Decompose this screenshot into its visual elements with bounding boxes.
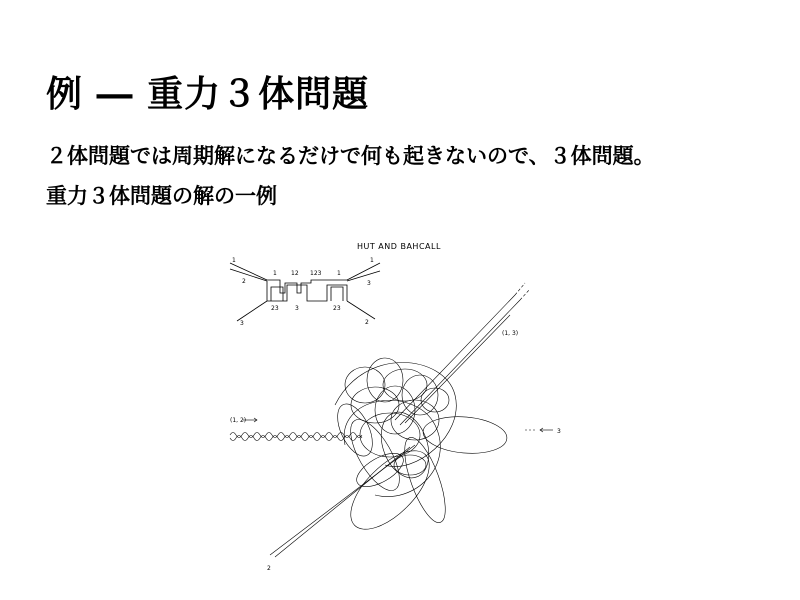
schematic-right-label-1: 1: [370, 257, 374, 264]
three-body-figure: [215, 235, 585, 580]
interaction-schematic: [230, 263, 380, 321]
schematic-right-label-2: 2: [365, 319, 369, 326]
trajectory-label-right: 3: [557, 428, 561, 435]
schematic-bottom-label-3: 3: [295, 305, 299, 312]
schematic-top-label-1b: 1: [337, 270, 341, 277]
trajectory-plot: [230, 283, 553, 557]
schematic-bottom-label-23: 23: [271, 305, 279, 312]
trajectory-label-diag-lower: 2: [267, 565, 271, 572]
schematic-right-label-3: 3: [367, 280, 371, 287]
body-text-line-2: 重力３体問題の解の一例: [46, 183, 277, 208]
schematic-bottom-label-23b: 23: [333, 305, 341, 312]
schematic-top-label-123: 123: [310, 270, 322, 277]
slide-title: 例 ― 重力３体問題: [46, 73, 370, 115]
schematic-top-label-1: 1: [273, 270, 277, 277]
schematic-left-label-1: 1: [232, 257, 236, 264]
body-text-line-1: ２体問題では周期解になるだけで何も起きないので、３体問題。: [46, 143, 655, 168]
schematic-left-label-2: 2: [242, 278, 246, 285]
schematic-top-label-12: 12: [291, 270, 299, 277]
figure-header: HUT AND BAHCALL: [357, 242, 441, 251]
trajectory-label-incoming: (1, 2): [230, 417, 247, 424]
trajectory-label-diag-upper: (1, 3): [502, 330, 519, 337]
schematic-left-label-3: 3: [240, 320, 244, 327]
